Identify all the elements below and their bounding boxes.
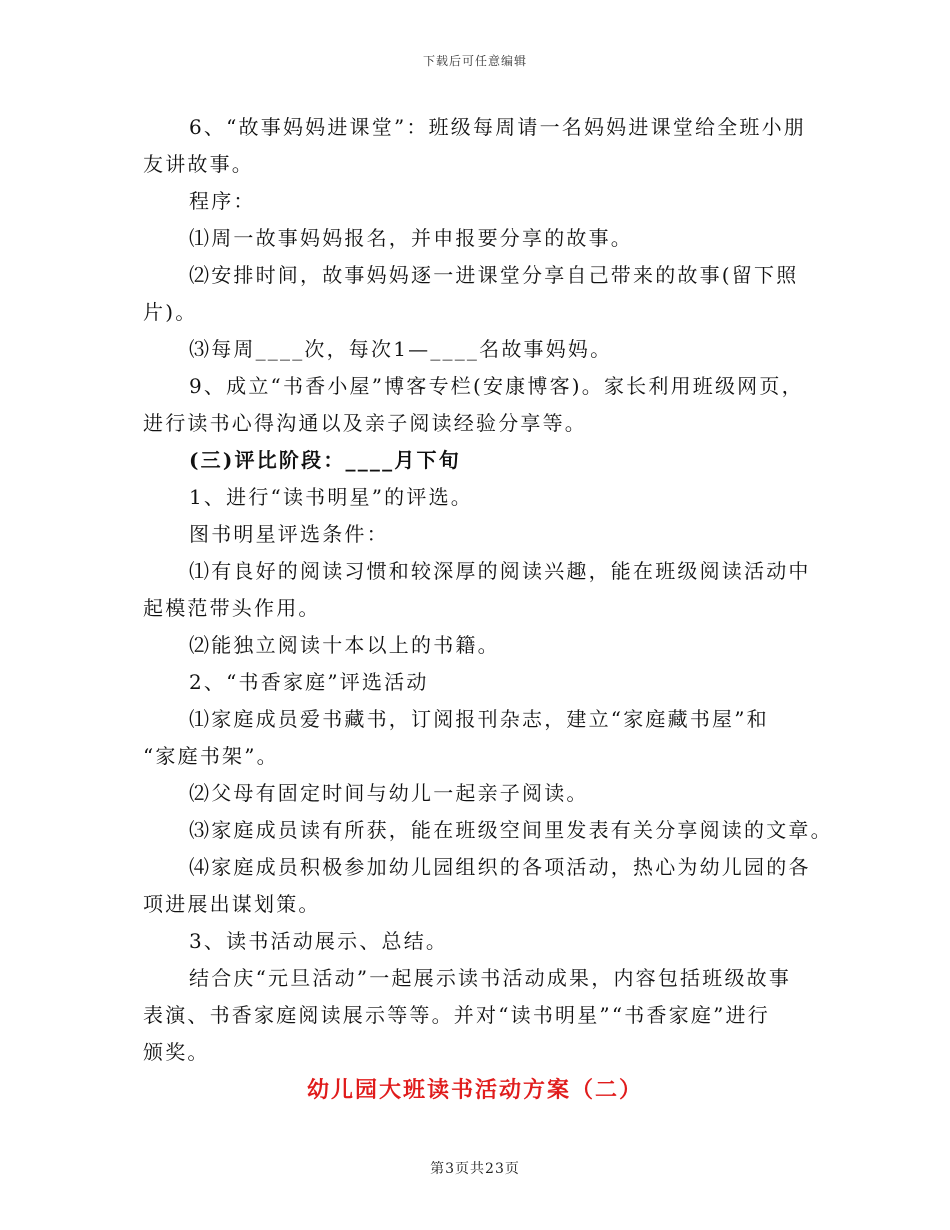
header-note: 下载后可任意编辑 xyxy=(422,54,527,68)
text-line: ⑷家庭成员积极参加幼儿园组织的各项活动，热心为幼儿园的各 xyxy=(189,855,811,879)
text-line: 项进展出谋划策。 xyxy=(143,892,321,916)
text-line: ⑵父母有固定时间与幼儿一起亲子阅读。 xyxy=(189,781,589,805)
text-line: ⑴家庭成员爱书藏书，订阅报刊杂志，建立“家庭藏书屋”和 xyxy=(189,707,769,731)
text-line: 1、进行“读书明星”的评选。 xyxy=(189,485,473,509)
text-line: ⑶每周____次，每次1—____名故事妈妈。 xyxy=(189,337,613,361)
text-line: 起模范带头作用。 xyxy=(143,596,321,620)
text-line: ⑵安排时间，故事妈妈逐一进课堂分享自己带来的故事(留下照 xyxy=(189,263,799,287)
text-line: 结合庆“元旦活动”一起展示读书活动成果，内容包括班级故事 xyxy=(189,966,792,990)
text-line: 进行读书心得沟通以及亲子阅读经验分享等。 xyxy=(143,411,587,435)
text-line: 图书明星评选条件： xyxy=(189,522,389,546)
text-line: 9、成立“书香小屋”博客专栏(安康博客)。家长利用班级网页， xyxy=(189,374,804,398)
text-line: ⑴有良好的阅读习惯和较深厚的阅读兴趣，能在班级阅读活动中 xyxy=(189,559,811,583)
text-line: 颁奖。 xyxy=(143,1040,210,1064)
text-line: “家庭书架”。 xyxy=(143,744,279,768)
page-footer: 第3页共23页 xyxy=(430,1161,520,1177)
text-line: ⑶家庭成员读有所获，能在班级空间里发表有关分享阅读的文章。 xyxy=(189,818,833,842)
text-line: ⑴周一故事妈妈报名，并申报要分享的故事。 xyxy=(189,226,633,250)
text-line: 片)。 xyxy=(143,300,198,324)
document-body xyxy=(143,109,833,1071)
text-line: 6、“故事妈妈进课堂”：班级每周请一名妈妈进课堂给全班小朋 xyxy=(189,115,806,139)
text-line: ⑵能独立阅读十本以上的书籍。 xyxy=(189,633,500,657)
text-line: 2、“书香家庭”评选活动 xyxy=(189,670,429,694)
text-line: 表演、书香家庭阅读展示等等。并对“读书明星”“书香家庭”进行 xyxy=(143,1003,770,1027)
section-title: 幼儿园大班读书活动方案（二） xyxy=(306,1077,643,1103)
text-line: (三)评比阶段：____月下旬 xyxy=(189,448,461,472)
text-line: 3、读书活动展示、总结。 xyxy=(189,929,449,953)
text-line: 程序： xyxy=(189,189,256,213)
text-line: 友讲故事。 xyxy=(143,152,254,176)
